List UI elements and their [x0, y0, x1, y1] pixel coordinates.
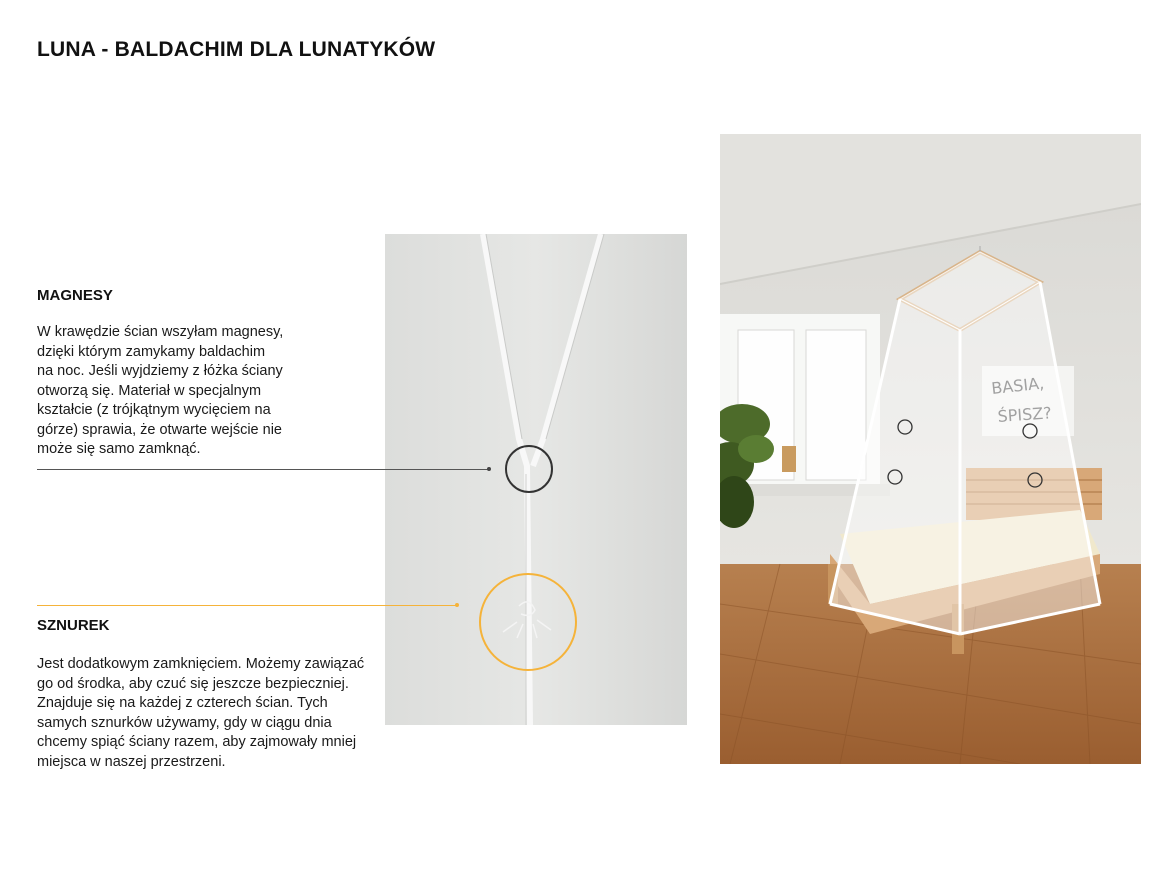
fabric-closure-illustration [385, 234, 687, 725]
sznurek-line: miejsca w naszej przestrzeni. [37, 753, 226, 770]
fabric-background [385, 234, 687, 725]
sznurek-line: Jest dodatkowym zamknięciem. Możemy zawiązać [37, 656, 365, 672]
sznurek-description [37, 655, 382, 772]
magnesy-leader-line [37, 469, 489, 470]
magnesy-leader-dot [487, 467, 491, 471]
magnesy-line: górze) sprawia, że otwarte wejście nie [37, 421, 282, 438]
magnesy-line: na noc. Jeśli wyjdziemy z łóżka ściany [37, 363, 283, 379]
sznurek-heading: SZNUREK [37, 617, 110, 634]
sznurek-line: go od środka, aby czuć się jeszcze bezpieczniej. [37, 675, 349, 692]
window-pane-right [806, 330, 866, 480]
wall-sign-line2: ŚPISZ? [996, 403, 1053, 426]
bedroom-canopy-photo [720, 134, 1141, 764]
page-title: LUNA - BALDACHIM DLA LUNATYKÓW [37, 38, 436, 61]
magnesy-line: dzięki którym zamykamy baldachim [37, 343, 266, 360]
sznurek-leader-dot [455, 603, 459, 607]
sznurek-leader-line [37, 605, 457, 606]
sznurek-line: Znajduje się na każdej z czterech ścian. Tych [37, 695, 328, 711]
sznurek-line: chcemy spiąć ściany razem, aby zajmowały mniej [37, 734, 357, 750]
magnesy-heading: MAGNESY [37, 287, 113, 304]
bedroom-canopy-illustration [720, 134, 1141, 764]
magnesy-line: kształcie (z trójkątnym wycięciem na [37, 402, 271, 418]
sznurek-line: samych sznurków używamy, gdy w ciągu dnia [37, 714, 332, 731]
magnesy-line: otworzą się. Materiał w specjalnym [37, 382, 262, 399]
magnesy-description [37, 323, 337, 460]
magnesy-line: może się samo zamknąć. [37, 441, 201, 457]
fabric-closure-photo [385, 234, 687, 725]
wall-sign-line1: BASIA, [990, 373, 1045, 398]
magnesy-line: W krawędzie ścian wszyłam magnesy, [37, 324, 284, 340]
vase [782, 446, 796, 472]
